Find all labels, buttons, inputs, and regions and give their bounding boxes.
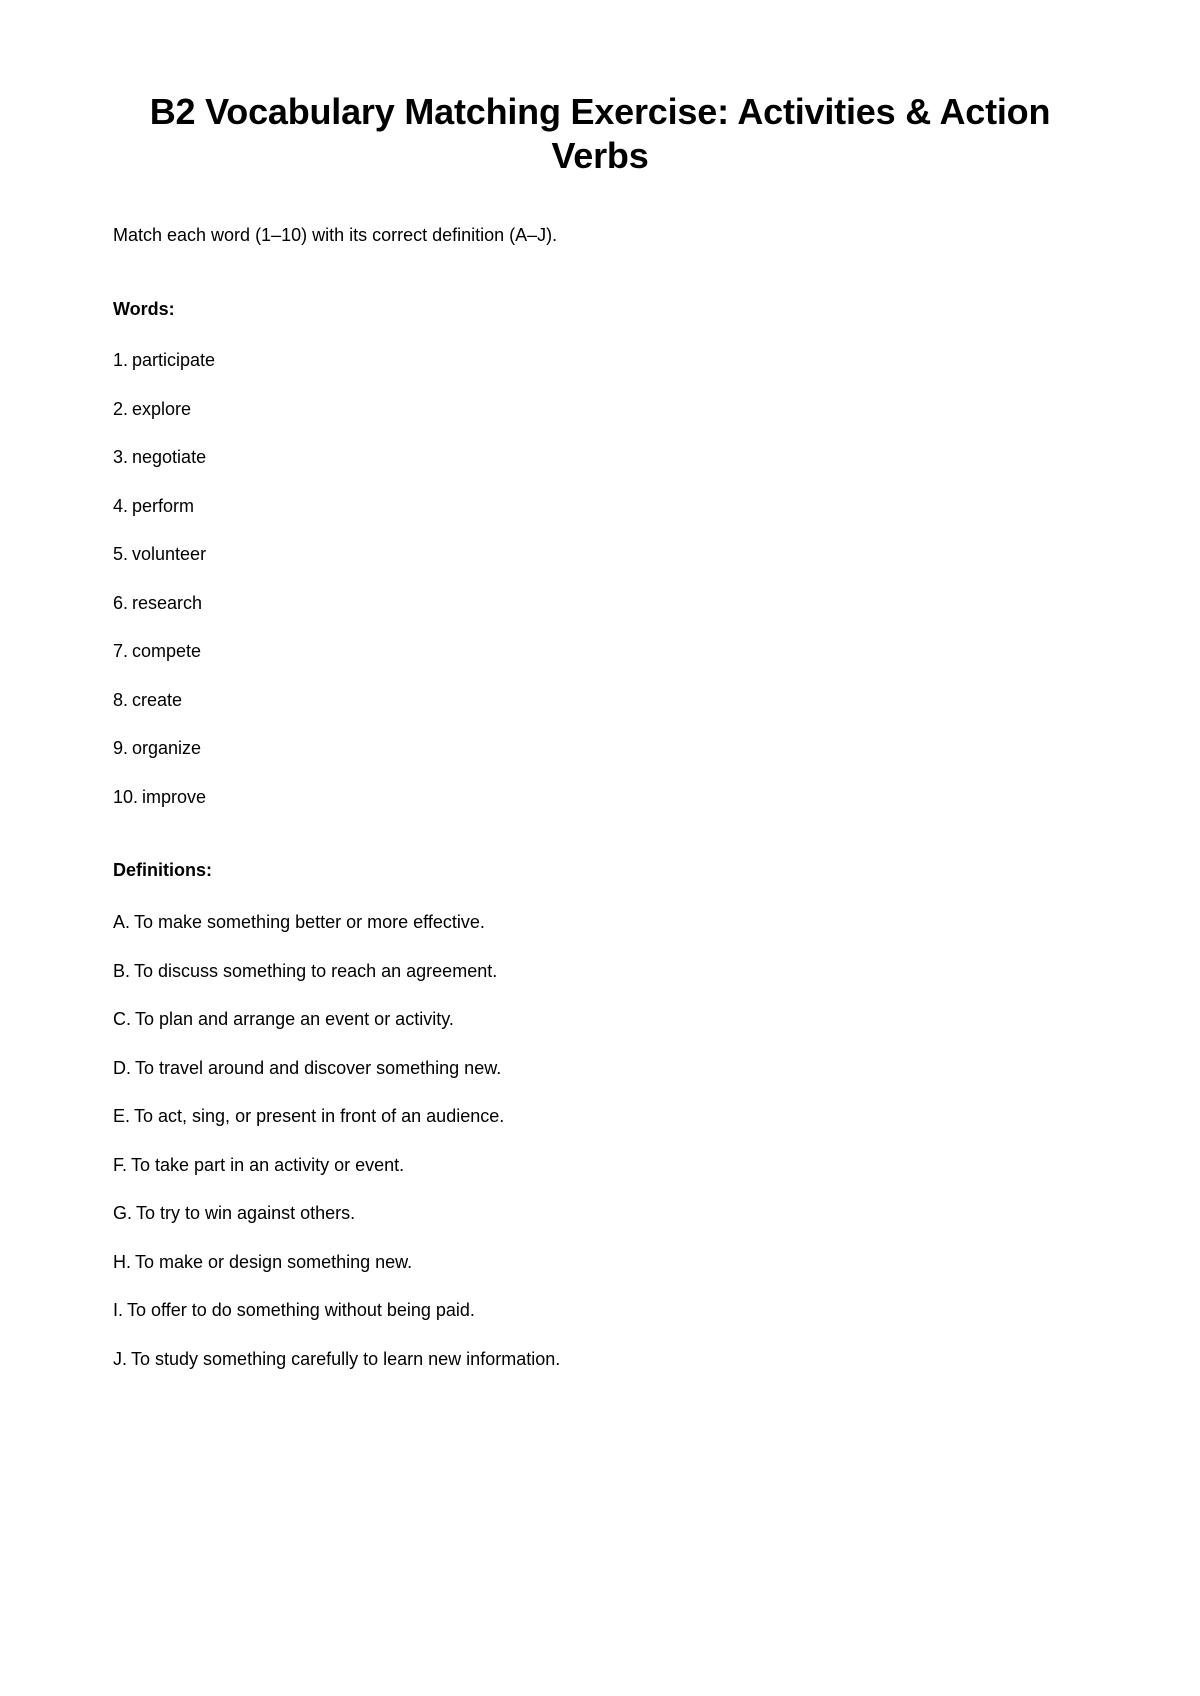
definition-item [113, 960, 560, 982]
word-item [113, 349, 215, 371]
definition-item [113, 1299, 560, 1321]
definition-item [113, 1057, 560, 1079]
definition-item [113, 1105, 560, 1127]
word-text: compete [132, 641, 202, 661]
words-heading: Words: [113, 299, 175, 319]
word-number: 4. [113, 495, 129, 516]
definition-letter: J. [113, 1348, 128, 1369]
definition-letter: G. [113, 1203, 133, 1223]
word-item [113, 640, 215, 662]
word-text: explore [132, 398, 192, 419]
word-number: 10. [113, 786, 139, 807]
definitions-list [113, 911, 560, 1396]
word-item [113, 398, 215, 420]
word-item [113, 495, 215, 517]
word-item [113, 786, 215, 808]
definition-item [113, 1154, 560, 1176]
definition-item [113, 1348, 560, 1370]
word-number: 1. [113, 350, 129, 370]
word-number: 2. [113, 398, 129, 419]
definition-text: To take part in an activity or event. [131, 1154, 405, 1175]
definition-item [113, 1202, 560, 1224]
word-item [113, 737, 215, 759]
definition-text: To try to win against others. [136, 1203, 356, 1223]
word-item [113, 689, 215, 711]
word-number: 8. [113, 689, 129, 710]
definition-letter: F. [113, 1154, 128, 1175]
definition-letter: E. [113, 1106, 131, 1126]
word-number: 9. [113, 738, 129, 758]
definition-letter: B. [113, 960, 131, 981]
word-number: 7. [113, 641, 129, 661]
definition-text: To study something carefully to learn new information. [131, 1348, 561, 1369]
definition-text: To make something better or more effective. [134, 912, 485, 932]
word-text: negotiate [132, 447, 207, 467]
word-text: participate [132, 350, 216, 370]
definition-letter: I. [113, 1300, 124, 1320]
word-text: create [132, 689, 183, 710]
word-item [113, 543, 215, 565]
definition-text: To plan and arrange an event or activity. [135, 1009, 454, 1029]
word-number: 5. [113, 544, 129, 564]
page-title: B2 Vocabulary Matching Exercise: Activities & Action Verbs [149, 91, 1051, 176]
definition-item [113, 911, 560, 933]
word-text: perform [132, 495, 195, 516]
definition-letter: H. [113, 1251, 131, 1272]
definition-letter: A. [113, 912, 131, 932]
definition-text: To offer to do something without being paid. [127, 1300, 475, 1320]
word-text: volunteer [132, 544, 207, 564]
definition-text: To discuss something to reach an agreement. [134, 960, 498, 981]
definition-text: To act, sing, or present in front of an audience. [134, 1106, 505, 1126]
definition-text: To make or design something new. [135, 1251, 413, 1272]
word-text: organize [132, 738, 202, 758]
word-text: research [132, 592, 203, 613]
word-number: 3. [113, 447, 129, 467]
word-number: 6. [113, 592, 129, 613]
definition-item [113, 1008, 560, 1030]
definition-item [113, 1251, 560, 1273]
definition-letter: C. [113, 1009, 131, 1029]
word-text: improve [142, 786, 207, 807]
definition-text: To travel around and discover something new. [135, 1057, 502, 1078]
words-list [113, 349, 215, 834]
definitions-heading: Definitions: [113, 860, 212, 880]
instructions-text: Match each word (1–10) with its correct definition (A–J). [113, 225, 558, 245]
word-item [113, 446, 215, 468]
definition-letter: D. [113, 1057, 131, 1078]
word-item [113, 592, 215, 614]
